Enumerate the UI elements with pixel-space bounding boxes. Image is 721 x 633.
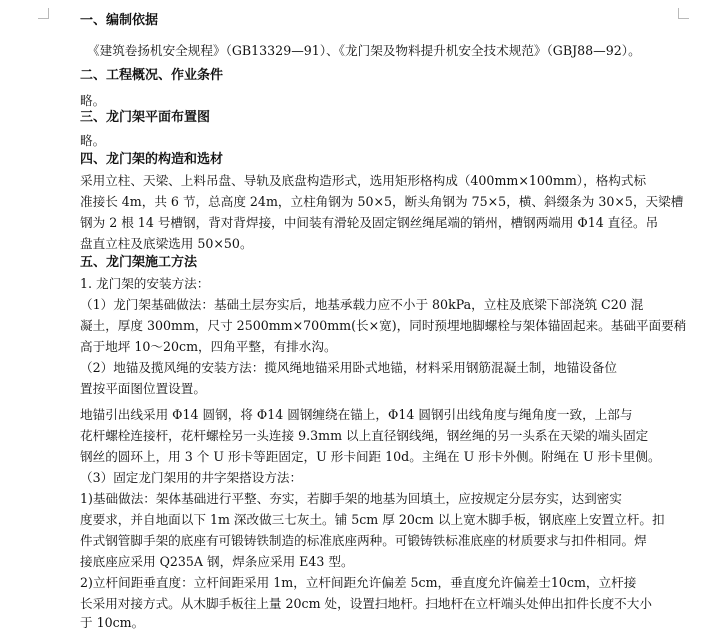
paragraph-line (80, 446, 661, 467)
line-text: 钢为 2 根 14 号槽钢，背对背焊接，中间装有滑轮及固定钢丝绳尾端的销州，槽钢两端用 Φ14 直径。吊 (80, 215, 659, 230)
line-text: 2)立杆间距垂直度：立杆间距采用 1m，立杆间距允许偏差 5cm，垂直度允许偏差士10cm，立杆接 (80, 575, 637, 590)
paragraph-line (87, 40, 641, 61)
paragraph-line (80, 612, 144, 633)
line-text: 准接长 4m，共 6 节，总高度 24m，立柱角钢为 50×5，断头角钢为 75×5，横、斜缀条为 30×5，天梁槽 (80, 194, 684, 209)
paragraph-line (80, 530, 647, 551)
section-heading (80, 65, 223, 86)
line-text: 盘直立柱及底梁选用 50×50。 (80, 236, 253, 251)
line-text: 三、龙门架平面布置图 (80, 110, 211, 125)
page-corner-mark-right (678, 8, 689, 19)
line-text: 一、编制依据 (80, 13, 159, 28)
section-heading (80, 10, 158, 31)
page-corner-mark-left (38, 8, 49, 19)
line-text: 长采用对接方式。从木脚手板往上量 20cm 处，设置扫地杆。扫地杆在立杆端头处伸出扣件长度不大小 (80, 596, 652, 611)
paragraph-line (80, 294, 643, 315)
line-text: （2）地锚及揽风绳的安装方法：揽风绳地锚采用卧式地锚，材料采用钢筋混凝土制，地锚设备位 (80, 360, 617, 375)
line-text: 钢丝的圆环上，用 3 个 U 形卡等距固定，U 形卡间距 10d。主绳在 U 形卡外侧。附绳在 U 形卡里侧。 (80, 449, 661, 464)
line-text: 采用立柱、天梁、上料吊盘、导轨及底盘构造形式，选用矩形格构成（400mm×100mm），格构式标 (80, 173, 647, 188)
line-text: 度要求，并自地面以下 1m 深改做三七灰土。铺 5cm 厚 20cm 以上宽木脚手板，钢底座上安置立杆。扣 (80, 512, 665, 527)
line-text: 略。 (80, 133, 106, 148)
section-heading (80, 252, 197, 273)
line-text: 1. 龙门架的安装方法： (80, 276, 210, 291)
paragraph-line (80, 551, 354, 572)
paragraph-line (80, 191, 683, 212)
line-text: 高于地坪 10～20cm，四角平整，有排水沟。 (80, 339, 337, 354)
paragraph-line (80, 572, 636, 593)
paragraph-line (80, 233, 253, 254)
paragraph-line (80, 488, 622, 509)
section-heading (80, 107, 210, 128)
line-text: 五、龙门架施工方法 (80, 255, 198, 270)
paragraph-line (80, 212, 658, 233)
section-heading (80, 149, 223, 170)
line-text: 凝土，厚度 300mm，尺寸 2500mm×700mm(长×宽)，同时预埋地脚螺栓与架体锚固起来。基础平面要稍 (80, 318, 687, 333)
paragraph-line (80, 357, 617, 378)
paragraph-line (80, 425, 648, 446)
line-text: 件式钢管脚手架的底座有可锻铸铁制造的标准底座两种。可锻铸铁标准底座的材质要求与扣件相同。焊 (80, 533, 647, 548)
paragraph-line (80, 593, 652, 614)
line-text: 《建筑卷扬机安全规程》（GB13329—91）、《龙门架及物料提升机安全技术规范》（GBJ88—92）。 (87, 43, 641, 58)
paragraph-line (80, 509, 665, 530)
paragraph-line (80, 336, 337, 357)
paragraph-line (80, 378, 206, 399)
line-text: 二、工程概况、作业条件 (80, 68, 224, 83)
paragraph-line (80, 130, 105, 151)
paragraph-line (80, 273, 209, 294)
line-text: 1)基础做法：架体基础进行平整、夯实，若脚手架的地基为回填土，应按规定分层夯实，达到密实 (80, 491, 622, 506)
line-text: 略。 (80, 93, 106, 108)
line-text: 接底座应采用 Q235A 钢，焊条应采用 E43 型。 (80, 554, 354, 569)
line-text: 花杆螺栓连接杆，花杆螺栓另一头连接 9.3mm 以上直径钢线绳，钢丝绳的另一头系在天梁的端头固定 (80, 428, 649, 443)
paragraph-line (80, 404, 632, 425)
line-text: 地锚引出线采用 Φ14 圆钢，将 Φ14 圆钢缠绕在锚上，Φ14 圆钢引出线角度与绳角度一致，上部与 (80, 407, 633, 422)
line-text: （1）龙门架基础做法：基础土层夯实后，地基承载力应不小于 80kPa，立柱及底梁下部浇筑 C20 混 (80, 297, 644, 312)
line-text: （3）固定龙门架用的井字架搭设方法： (80, 470, 303, 485)
paragraph-line (80, 315, 686, 336)
line-text: 置按平面图位置设置。 (80, 381, 206, 396)
line-text: 四、龙门架的构造和选材 (80, 152, 224, 167)
line-text: 于 10cm。 (80, 615, 145, 630)
paragraph-line (80, 467, 302, 488)
paragraph-line (80, 170, 646, 191)
